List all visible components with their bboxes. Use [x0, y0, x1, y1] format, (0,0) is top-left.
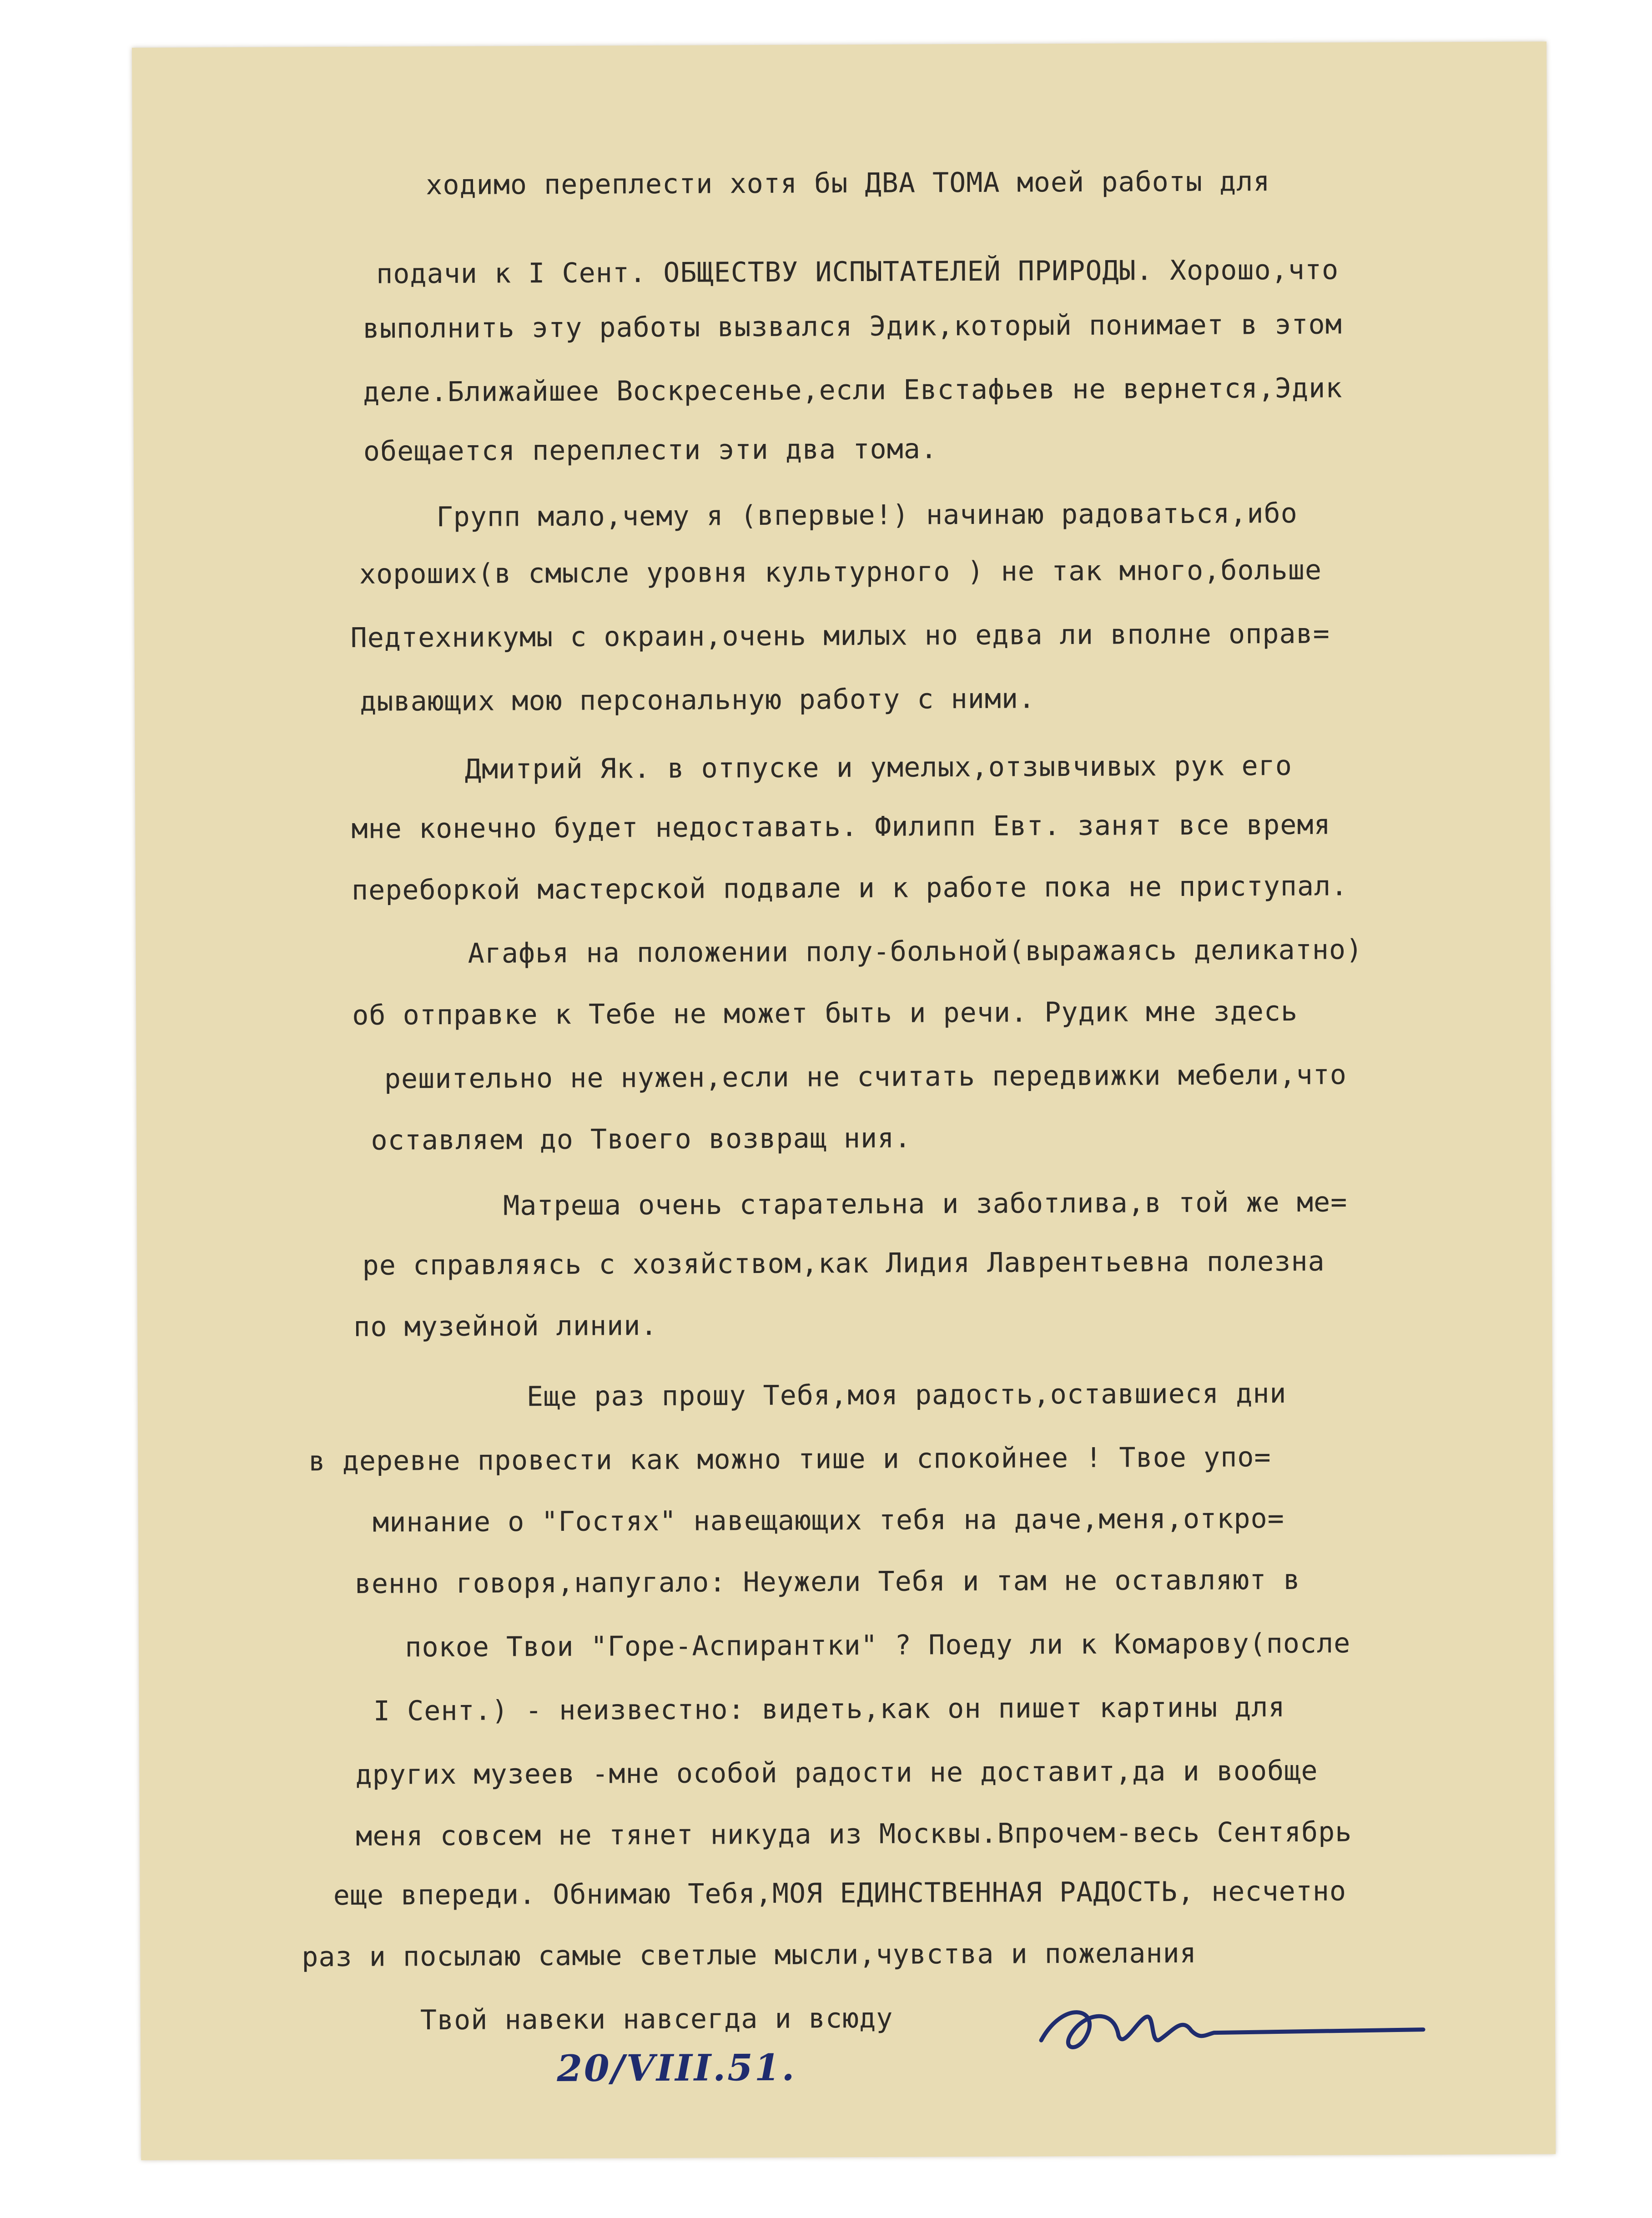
text-line-20: Еще раз прошу Тебя,моя радость,оставшиеся дни	[526, 1377, 1287, 1413]
text-line-9: дывающих мою персональную работу с ними.	[360, 683, 1036, 718]
text-line-7: хороших(в смысле уровня культурного ) не так много,больше	[359, 554, 1322, 590]
text-line-16: оставляем до Твоего возвращ ния.	[371, 1122, 912, 1157]
handwritten-date: 20/VIII.51.	[557, 2046, 796, 2090]
text-line-30: Твой навеки навсегда и всюду	[420, 2002, 893, 2037]
text-line-11: мне конечно будет недоставать. Филипп Евт. занят все время	[351, 809, 1331, 845]
text-line-6: Групп мало,чему я (впервые!) начинаю радоваться,ибо	[436, 497, 1298, 533]
text-line-12: переборкой мастерской подвале и к работе пока не приступал.	[351, 870, 1348, 906]
text-line-13: Агафья на положении полу-больной(выражаясь деликатно)	[468, 934, 1363, 970]
text-line-18: ре справляясь с хозяйством,как Лидия Лаврентьевна полезна	[362, 1245, 1325, 1282]
text-line-4: деле.Ближайшее Воскресенье,если Евстафьев не вернется,Эдик	[363, 372, 1343, 408]
text-line-19: по музейной линии.	[353, 1309, 658, 1343]
text-line-26: других музеев -мне особой радости не доставит,да и вообще	[355, 1755, 1318, 1791]
text-line-25: I Сент.) - неизвестно: видеть,как он пишет картины для	[373, 1691, 1285, 1727]
letter-page	[132, 41, 1556, 2160]
text-line-23: венно говоря,напугало: Неужели Тебя и там не оставляют в	[354, 1564, 1300, 1600]
text-line-5: обещается переплести эти два тома.	[363, 433, 938, 468]
text-line-22: минание о "Гостях" навещающих тебя на даче,меня,откро=	[373, 1502, 1284, 1539]
text-line-17: Матреша очень старательна и заботлива,в той же ме=	[503, 1186, 1348, 1222]
text-line-14: об отправке к Тебе не может быть и речи. Рудик мне здесь	[352, 995, 1298, 1031]
text-line-3: выполнить эту работы вызвался Эдик,который понимает в этом	[363, 308, 1342, 345]
text-line-28: еще впереди. Обнимаю Тебя,МОЯ ЕДИНСТВЕННАЯ РАДОСТЬ, несчетно	[333, 1875, 1347, 1912]
text-line-21: в деревне провести как можно тише и спокойнее ! Твое упо=	[308, 1441, 1271, 1478]
text-line-2: подачи к I Сент. ОБЩЕСТВУ ИСПЫТАТЕЛЕЙ ПРИРОДЫ. Хорошо,что	[376, 254, 1339, 290]
text-line-29: раз и посылаю самые светлые мысли,чувства и пожелания	[302, 1937, 1197, 1973]
text-line-27: меня совсем не тянет никуда из Москвы.Впрочем-весь Сентябрь	[356, 1816, 1352, 1852]
text-line-10: Дмитрий Як. в отпуске и умелых,отзывчивых рук его	[464, 749, 1293, 785]
text-line-24: покое Твои "Горе-Аспирантки" ? Поеду ли к Комарову(после	[405, 1627, 1351, 1664]
text-line-1: ходимо переплести хотя бы ДВА ТОМА моей работы для	[426, 166, 1270, 201]
text-line-15: решительно не нужен,если не считать передвижки мебели,что	[384, 1059, 1347, 1095]
handwritten-signature	[1032, 1979, 1442, 2072]
text-line-8: Педтехникумы с окраин,очень милых но едва ли вполне оправ=	[350, 618, 1330, 654]
